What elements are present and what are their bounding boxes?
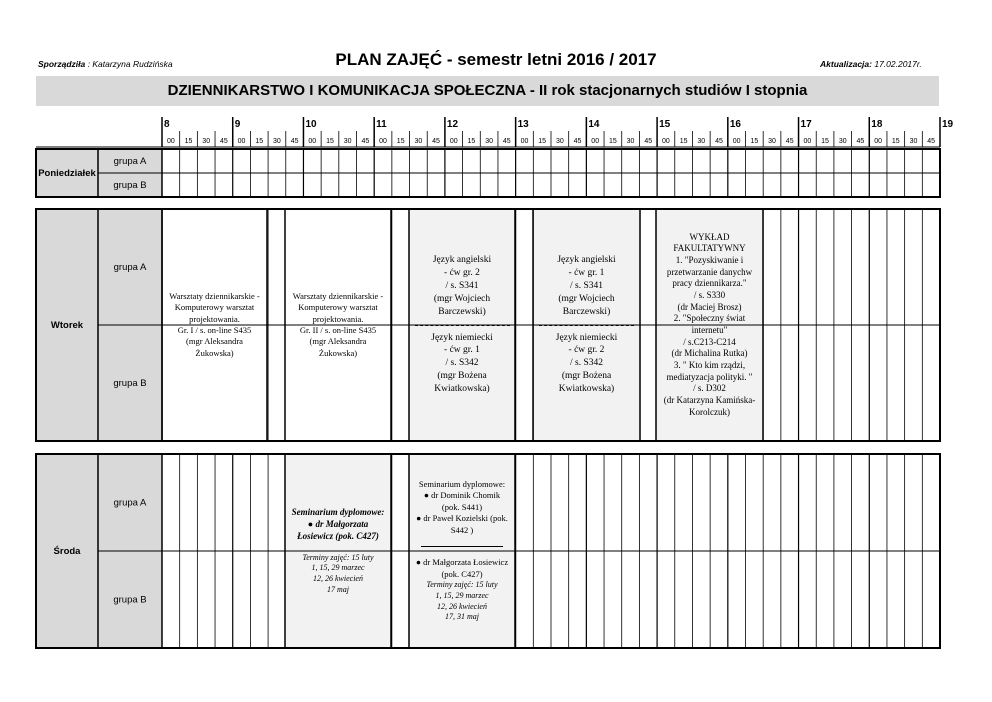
minute-label: 00	[732, 138, 741, 145]
wednesday-seminar-2	[410, 455, 514, 647]
updated-label: Aktualizacja:	[820, 59, 872, 69]
day-label-wed: Środa	[53, 546, 81, 557]
minute-label: 45	[432, 138, 440, 145]
minute-label: 00	[308, 138, 317, 145]
divider	[415, 325, 510, 326]
minute-label: 30	[555, 138, 564, 145]
minute-label: 30	[485, 138, 494, 145]
minute-label: 45	[644, 138, 653, 145]
minute-label: 15	[326, 138, 334, 145]
seminar-1-dates: Terminy zajęć: 15 luty 1, 15, 29 marzec 12, 26 kwiecień 17 maj	[302, 552, 374, 594]
minute-label: 15	[538, 138, 547, 145]
minute-label: 00	[520, 138, 529, 145]
hour-label-18: 18	[871, 119, 883, 130]
minute-label: 00	[237, 138, 246, 145]
wednesday-seminar-1	[286, 455, 390, 647]
minute-label: 30	[626, 138, 635, 145]
group-label-b: grupa B	[113, 378, 147, 389]
tuesday-language-block-2	[534, 210, 639, 440]
hour-label-15: 15	[659, 119, 671, 130]
minute-label: 00	[591, 138, 600, 145]
updated-value: 17.02.2017r.	[874, 59, 922, 69]
group-label-b: grupa B	[113, 594, 147, 606]
program-banner: DZIENNIKARSTWO I KOMUNIKACJA SPOŁECZNA - II rok stacjonarnych studiów I stopnia	[36, 76, 939, 106]
minute-label: 30	[343, 138, 352, 145]
hour-label-13: 13	[517, 119, 529, 130]
group-label-a: grupa A	[113, 262, 147, 273]
minute-label: 00	[874, 138, 883, 145]
minute-label: 45	[785, 138, 794, 145]
group-label-a: grupa A	[113, 497, 147, 509]
minute-label: 45	[856, 138, 865, 145]
minute-label: 00	[662, 138, 670, 145]
group-label-a: grupa A	[113, 156, 147, 167]
minute-label: 00	[803, 138, 812, 145]
hour-label-8: 8	[164, 119, 170, 130]
seminar-2-bottom: ● dr Małgorzata Łosiewicz (pok. C427)	[415, 557, 509, 579]
hour-label-16: 16	[729, 119, 741, 130]
minute-label: 30	[414, 138, 423, 145]
tuesday-elective-lecture: WYKŁAD FAKULTATYWNY 1. "Pozyskiwanie i przetwarzanie danychw pracy dziennikarza." / s. S330 (dr Maciej Brosz) 2. "Społeczny świat internetu" / s.C213-C214 (dr Michalina Rutka) 3. " Kto kim rządzi, mediatyzacja polityki. " / s. D302 (dr Katarzyna Kamińska-Korolczuk)	[663, 231, 756, 417]
german-class-gr1: Język niemiecki - ćw gr. 1 / s. S342 (mgr Bożena Kwiatkowska)	[431, 332, 493, 394]
author-label: Sporządziła	[38, 59, 86, 69]
minute-label: 00	[166, 138, 175, 145]
minute-label: 45	[715, 138, 723, 145]
day-label-mon: Poniedziałek	[38, 168, 96, 179]
minute-label: 30	[697, 138, 706, 145]
minute-label: 30	[202, 138, 211, 145]
hour-label-14: 14	[588, 119, 600, 130]
minute-label: 15	[608, 138, 617, 145]
hour-label-10: 10	[305, 119, 317, 130]
minute-label: 15	[255, 138, 264, 145]
english-class-gr2: Język angielski - ćw gr. 2 / s. S341 (mgr Wojciech Barczewski)	[432, 255, 492, 317]
minute-label: 15	[184, 138, 193, 145]
author-name: Katarzyna Rudzińska	[92, 59, 173, 69]
hour-label-12: 12	[446, 119, 459, 130]
minute-label: 15	[396, 138, 405, 145]
minute-label: 30	[838, 138, 847, 145]
divider	[539, 325, 634, 326]
tuesday-workshop-group1: Warsztaty dziennikarskie - Komputerowy warsztat projektowania. Gr. I / s. on-line S435 (mgr Aleksandra Żukowska)	[169, 290, 260, 358]
hour-label-19: 19	[942, 119, 954, 130]
minute-label: 30	[273, 138, 281, 145]
author: Sporządziła : Katarzyna Rudzińska	[38, 59, 173, 69]
minute-label: 45	[927, 138, 936, 145]
divider	[421, 546, 503, 547]
group-label-b: grupa B	[113, 180, 147, 191]
minute-label: 45	[219, 138, 228, 145]
seminar-1-title: Seminarium dyplomowe: ● dr Małgorzata Łosiewicz (pok. C427)	[291, 507, 385, 542]
hour-label-17: 17	[800, 119, 812, 130]
minute-label: 45	[361, 138, 370, 145]
minute-label: 15	[891, 138, 900, 145]
minute-label: 45	[290, 138, 299, 145]
minute-label: 00	[449, 138, 458, 145]
tuesday-language-block-1	[410, 210, 514, 440]
seminar-2-top: Seminarium dyplomowe: ● dr Dominik Chomik (pok. S441) ● dr Paweł Kozielski (pok. S442 )	[416, 478, 508, 535]
minute-label: 15	[467, 138, 476, 145]
english-class-gr1: Język angielski - ćw gr. 1 / s. S341 (mgr Wojciech Barczewski)	[557, 255, 616, 317]
german-class-gr2: Język niemiecki - ćw gr. 2 / s. S342 (mgr Bożena Kwiatkowska)	[555, 332, 618, 394]
minute-label: 15	[750, 138, 759, 145]
minute-label: 15	[679, 138, 688, 145]
page-title: PLAN ZAJĘĆ - semestr letni 2016 / 2017	[335, 50, 657, 69]
tuesday-workshop-group2: Warsztaty dziennikarskie - Komputerowy warsztat projektowania. Gr. II / s. on-line S435 (mgr Aleksandra Żukowska)	[292, 290, 384, 358]
hour-label-11: 11	[376, 119, 387, 130]
hour-label-9: 9	[234, 119, 241, 130]
minute-label: 30	[909, 138, 918, 145]
minute-label: 30	[768, 138, 776, 145]
minute-label: 15	[821, 138, 829, 145]
day-label-tue: Wtorek	[50, 320, 84, 331]
minute-label: 00	[379, 138, 387, 145]
minute-label: 45	[502, 138, 511, 145]
seminar-2-dates: Terminy zajęć: 15 luty 1, 15, 29 marzec 12, 26 kwiecień 17, 31 maj	[426, 580, 498, 622]
minute-label: 45	[573, 138, 582, 145]
